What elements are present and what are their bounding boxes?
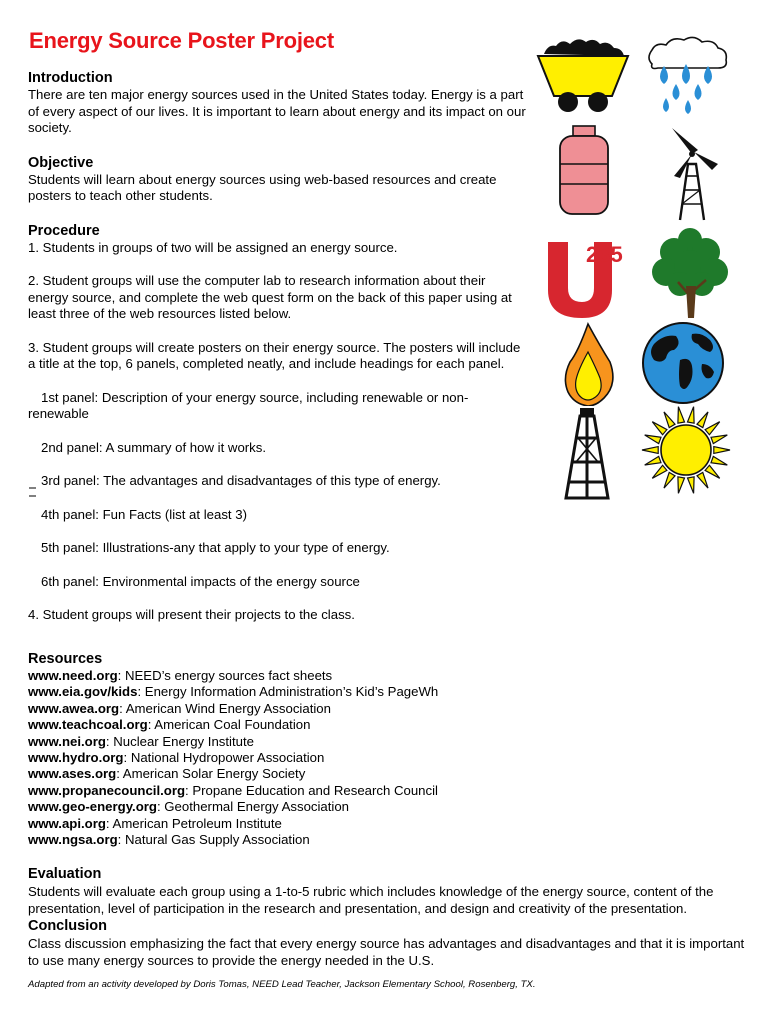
introduction-section [28, 69, 528, 137]
objective-section [28, 154, 528, 205]
resource-url[interactable]: www.hydro.org [28, 750, 124, 766]
resource-description: : Natural Gas Supply Association [117, 832, 310, 848]
resource-description: : Nuclear Energy Institute [105, 733, 254, 749]
resource-description: : National Hydropower Association [123, 750, 325, 766]
procedure-step: 1. Students in groups of two will be assigned an energy source. [28, 239, 398, 255]
resource-link[interactable] [28, 766, 748, 782]
sun-ray [664, 412, 675, 428]
resource-url[interactable]: www.api.org [28, 815, 106, 831]
introduction-text: There are ten major energy sources used in the United States today. Energy is a part of every aspect of our lives. It is important to learn about energy and its impact on our society. [28, 87, 526, 135]
panel-item: 3rd panel: The advantages and disadvantages of this type of energy. [41, 473, 441, 488]
sun-ray [678, 407, 685, 424]
resource-link[interactable] [28, 701, 748, 717]
resource-link[interactable] [28, 816, 748, 832]
sun-ray [645, 456, 661, 465]
sun-ray [652, 422, 667, 435]
flame-icon [560, 322, 616, 406]
evaluation-section [28, 865, 758, 969]
sun-ray [688, 477, 695, 494]
panel-item: 2nd panel: A summary of how it works. [41, 439, 267, 455]
tree-icon [650, 226, 732, 322]
footer-credit: Adapted from an activity developed by Doris Tomas, NEED Lead Teacher, Jackson Elementary School, Rosenberg, TX. [28, 979, 536, 990]
resources-heading: Resources [28, 651, 103, 667]
sun-ray [711, 435, 727, 444]
panel-item: 5th panel: Illustrations-any that apply to your type of energy. [41, 540, 390, 555]
procedure-heading: Procedure [28, 222, 100, 239]
resource-link[interactable] [28, 668, 748, 684]
resource-link[interactable] [28, 783, 748, 799]
resource-link[interactable] [28, 734, 748, 750]
sun-ray [664, 472, 675, 488]
wind-turbine-icon [652, 124, 720, 224]
margin-mark [29, 486, 37, 500]
resource-link[interactable] [28, 717, 748, 733]
resource-url[interactable]: www.ngsa.org [28, 832, 118, 848]
resource-description: : American Coal Foundation [147, 717, 311, 733]
conclusion-heading: Conclusion [28, 918, 107, 934]
resource-description: : Propane Education and Research Council [185, 782, 438, 798]
sun-ray [652, 465, 667, 478]
resource-description: : American Wind Energy Association [119, 700, 331, 716]
resource-url[interactable]: www.nei.org [28, 733, 106, 749]
oil-derrick-icon [562, 406, 612, 500]
resource-link[interactable] [28, 799, 748, 815]
sun-ray [688, 407, 695, 424]
sun-ray [642, 447, 658, 454]
sun-ray [714, 447, 730, 454]
uranium-label: 235 [586, 242, 623, 267]
coal-cart-icon [534, 36, 632, 118]
resource-url[interactable]: www.ases.org [28, 766, 117, 782]
sun-ray [711, 456, 727, 465]
introduction-heading: Introduction [28, 70, 113, 86]
panel-item: 4th panel: Fun Facts (list at least 3) [41, 506, 247, 522]
resource-url[interactable]: www.teachcoal.org [28, 717, 148, 733]
sun-icon [640, 404, 732, 496]
resource-url[interactable]: www.propanecouncil.org [28, 782, 186, 798]
sun-ray [697, 472, 708, 488]
resource-link[interactable] [28, 684, 748, 700]
sun-ray [678, 477, 685, 494]
resource-url[interactable]: www.geo-energy.org [28, 799, 157, 815]
resource-url[interactable]: www.awea.org [28, 700, 120, 716]
resource-link[interactable] [28, 832, 748, 848]
sun-ray [697, 412, 708, 428]
rain-cloud-icon [642, 34, 732, 120]
uranium-icon [546, 236, 638, 320]
evaluation-heading: Evaluation [28, 866, 102, 882]
sun-ray [645, 435, 661, 444]
resource-description: : American Solar Energy Society [116, 766, 306, 782]
procedure-section [28, 222, 528, 624]
globe-icon [640, 320, 726, 406]
energy-icons [534, 32, 744, 507]
page-title: Energy Source Poster Project [29, 28, 334, 53]
evaluation-text: Students will evaluate each group using a 1-to-5 rubric which includes knowledge of the energy source, content of the presentation, level of participation in the research and presentation, and design and creativity of the presentation. [28, 884, 714, 916]
resource-description: : American Petroleum Institute [105, 815, 282, 831]
objective-text: Students will learn about energy sources using web-based resources and create posters to teach other students. [28, 171, 497, 203]
objective-heading: Objective [28, 154, 94, 171]
panel-item: 1st panel: Description of your energy source, including renewable or non-renewable [28, 389, 469, 421]
resources-section [28, 650, 748, 848]
resource-description: : Energy Information Administration’s Kid’s PageWh [137, 684, 439, 700]
propane-tank-icon [554, 124, 614, 218]
sun-ray [705, 422, 720, 435]
resource-description: : Geothermal Energy Association [156, 799, 350, 815]
resource-description: : NEED’s energy sources fact sheets [117, 668, 333, 683]
sun-ray [705, 465, 720, 478]
main-column [28, 69, 528, 624]
conclusion-text: Class discussion emphasizing the fact that every energy source has advantages and disadvantages and that it is important to use many energy sources to provide the energy needed in the U.S. [28, 936, 745, 968]
resource-link[interactable] [28, 750, 748, 766]
procedure-step: 4. Student groups will present their projects to the class. [28, 607, 355, 622]
resources-list [28, 668, 748, 848]
panel-item: 6th panel: Environmental impacts of the energy source [41, 573, 360, 589]
resource-url[interactable]: www.need.org [28, 668, 118, 683]
resource-url[interactable]: www.eia.gov/kids [28, 684, 138, 700]
procedure-step: 2. Student groups will use the computer lab to research information about their energy source, and complete the web quest form on the back of this paper using at least three of the web resources listed below. [28, 273, 512, 321]
procedure-step: 3. Student groups will create posters on their energy source. The posters will include a title at the top, 6 panels, completed neatly, and include headings for each panel. [28, 339, 521, 371]
